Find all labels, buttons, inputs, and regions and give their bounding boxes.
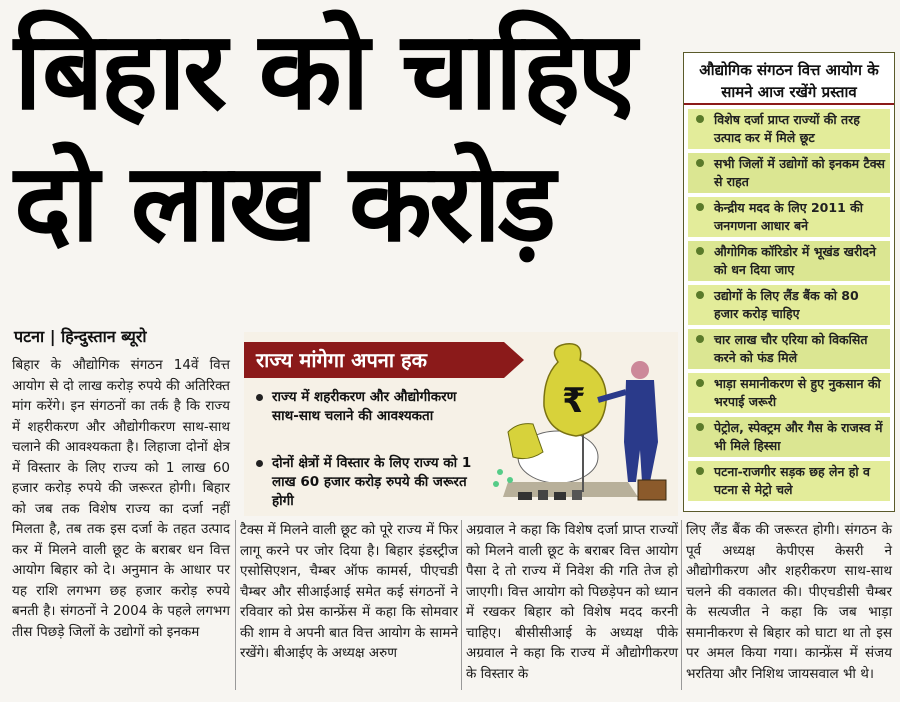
article-column-1: बिहार के औद्योगिक संगठन 14वें वित्त आयोग से दो लाख करोड़ रुपये की अतिरिक्त मांग करेंगे। इन संगठनों का तर्क है कि राज्य में शहरीकरण और औद्योगीकरण साथ-साथ चलाने की आवश्यकता है। लिहाजा दोनों क्षेत्र में विस्तार के लिए राज्य को 1 लाख 60 हजार करोड़ रुपये की जरूरत होगी। बिहार को जब तक विशेष राज्य का दर्जा नहीं मिलता है, तब तक इस दर्जा के तहत उत्पाद कर में मिलने वाली छूट के बराबर धन वित्त आयोग बिहार को दे। अनुमान के आधार पर यह राशि लगभग छह हजार करोड़ रुपये बनती है। संगठनों ने 2004 के पहले लगभग तीस पिछड़े जिलों के उद्योगों को इनकम [12, 357, 230, 640]
headline-line-2: दो लाख करोड़ [14, 141, 553, 266]
bullet-icon [696, 335, 704, 343]
sidebar-item: चार लाख चौर एरिया को विकसित करने को फंड मिले [688, 329, 890, 369]
bullet-icon [696, 291, 704, 299]
article-column-3: अग्रवाल ने कहा कि विशेष दर्जा प्राप्त राज्यों को मिलने वाली छूट के बराबर वित्त आयोग पैसा दे तो राज्य में निवेश की गति तेज हो जाएगी। वित्त आयोग को पिछड़ेपन को ध्यान में रखकर बिहार को विशेष मदद करनी चाहिए। बीसीसीआई के अध्यक्ष पीके अग्रवाल ने कहा कि राज्य में औद्योगीकरण के विस्तार के [466, 522, 678, 682]
money-bag-illustration [488, 332, 678, 516]
bullet-icon [696, 115, 704, 123]
article-column-4: लिए लैंड बैंक की जरूरत होगी। संगठन के पूर्व अध्यक्ष केपीएस केसरी ने औद्योगीकरण और शहरीकरण साथ-साथ चलने की वकालत की। पीएचडीसी चैम्बर के सत्यजीत ने कहा कि जब भाड़ा समानीकरण से बिहार को घाटा था तो इस पर अमल किया गया। कान्फ्रेंस में संजय भरतिया और निशिथ जायसवाल भी थे। [686, 522, 892, 682]
bullet-icon [256, 460, 263, 467]
panel-bullet: दोनों क्षेत्रों में विस्तार के लिए राज्य को 1 लाख 60 हजार करोड़ रुपये की जरूरत होगी [256, 454, 486, 511]
sidebar-item: औगोगिक कॉरिडोर में भूखंड खरीदने को धन दिया जाए [688, 241, 890, 281]
bullet-icon [696, 247, 704, 255]
illustration-panel [244, 332, 678, 516]
bullet-icon [696, 159, 704, 167]
column-divider [681, 520, 682, 690]
bullet-icon [256, 394, 263, 401]
rupee-icon: ₹ [562, 381, 586, 421]
sidebar-title: औद्योगिक संगठन वित्त आयोग के सामने आज रखेंगे प्रस्ताव [684, 53, 894, 105]
bullet-icon [696, 379, 704, 387]
bullet-icon [696, 203, 704, 211]
sidebar-item: विशेष दर्जा प्राप्त राज्यों की तरह उत्पाद कर में मिले छूट [688, 109, 890, 149]
panel-title: राज्य मांगेगा अपना हक [244, 342, 504, 378]
panel-bullet: राज्य में शहरीकरण और औद्योगीकरण साथ-साथ चलाने की आवश्यकता [256, 388, 486, 426]
bullet-icon [696, 423, 704, 431]
sidebar-item: पटना-राजगीर सड़क छह लेन हो व पटना से मेट्रो चले [688, 461, 890, 501]
sidebar-item: सभी जिलों में उद्योगों को इनकम टैक्स से राहत [688, 153, 890, 193]
sidebar-item: पेट्रोल, स्पेक्ट्रम और गैस के राजस्व में भी मिले हिस्सा [688, 417, 890, 457]
bullet-icon [696, 467, 704, 475]
sidebar-item: उद्योगों के लिए लैंड बैंक को 80 हजार करोड़ चाहिए [688, 285, 890, 325]
column-divider [461, 520, 462, 690]
headline-line-1: बिहार को चाहिए [14, 9, 634, 134]
sidebar-item: भाड़ा समानीकरण से हुए नुकसान की भरपाई जरूरी [688, 373, 890, 413]
article-column-2: टैक्स में मिलने वाली छूट को पूरे राज्य में फिर लागू करने पर जोर दिया है। बिहार इंडस्ट्रीज एसोसिएशन, चैम्बर ऑफ कामर्स, पीएचडी चैम्बर और सीआईआई समेत कई संगठनों ने रविवार को प्रेस कान्फ्रेंस में कहा कि सोमवार की शाम वे अपनी बात वित्त आयोग के सामने रखेंगे। बीआईए के अध्यक्ष अरुण [240, 522, 458, 661]
sidebar-item: केन्द्रीय मदद के लिए 2011 की जनगणना आधार बने [688, 197, 890, 237]
proposals-sidebar [683, 52, 895, 512]
byline: पटना | हिन्दुस्तान ब्यूरो [14, 327, 147, 346]
column-divider [235, 520, 236, 690]
